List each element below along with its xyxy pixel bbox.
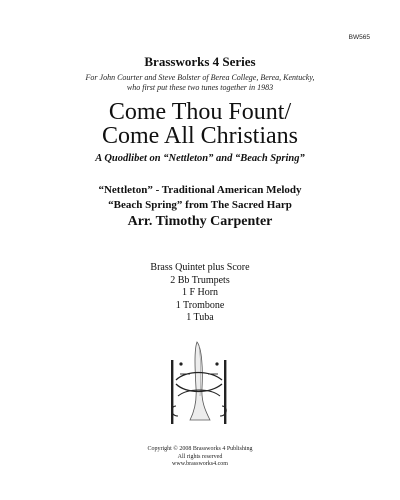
instrument-item: 2 Bb Trumpets — [170, 274, 230, 286]
credit-line-2: “Beach Spring” from The Sacred Harp — [108, 199, 292, 211]
brassworks-logo-icon — [166, 340, 232, 426]
instrument-item: 1 F Horn — [181, 287, 219, 298]
instrumentation-heading: Brass Quintet plus Score — [150, 262, 250, 273]
dedication-line-1: For John Courter and Steve Bolster of Berea College, Berea, Kentucky, — [85, 73, 315, 82]
dedication-line-2: who first put these two tunes together in 1983 — [126, 83, 274, 92]
series-title: Brassworks 4 Series — [144, 54, 256, 69]
credit-line-1: “Nettleton” - Traditional American Melody — [98, 184, 302, 196]
rights-line: All rights reserved — [177, 453, 223, 460]
arranger-credit: Arr. Timothy Carpenter — [127, 214, 273, 229]
piece-title — [0, 100, 400, 148]
catalog-number: BW565 — [348, 34, 370, 41]
instrument-item: 1 Tuba — [186, 312, 214, 323]
copyright-footer — [0, 446, 400, 469]
piece-subtitle: A Quodlibet on “Nettleton” and “Beach Spring” — [95, 153, 305, 164]
dedication — [0, 73, 400, 93]
copyright-line: Copyright © 2008 Brassworks 4 Publishing — [147, 446, 253, 452]
title-line-1: Come Thou Fount/ — [108, 99, 292, 125]
title-line-2: Come All Christians — [101, 123, 298, 149]
website-line: www.brassworks4.com — [172, 461, 228, 467]
instrumentation-list — [0, 262, 400, 325]
instrument-item: 1 Trombone — [175, 299, 225, 311]
tune-credits — [0, 183, 400, 213]
